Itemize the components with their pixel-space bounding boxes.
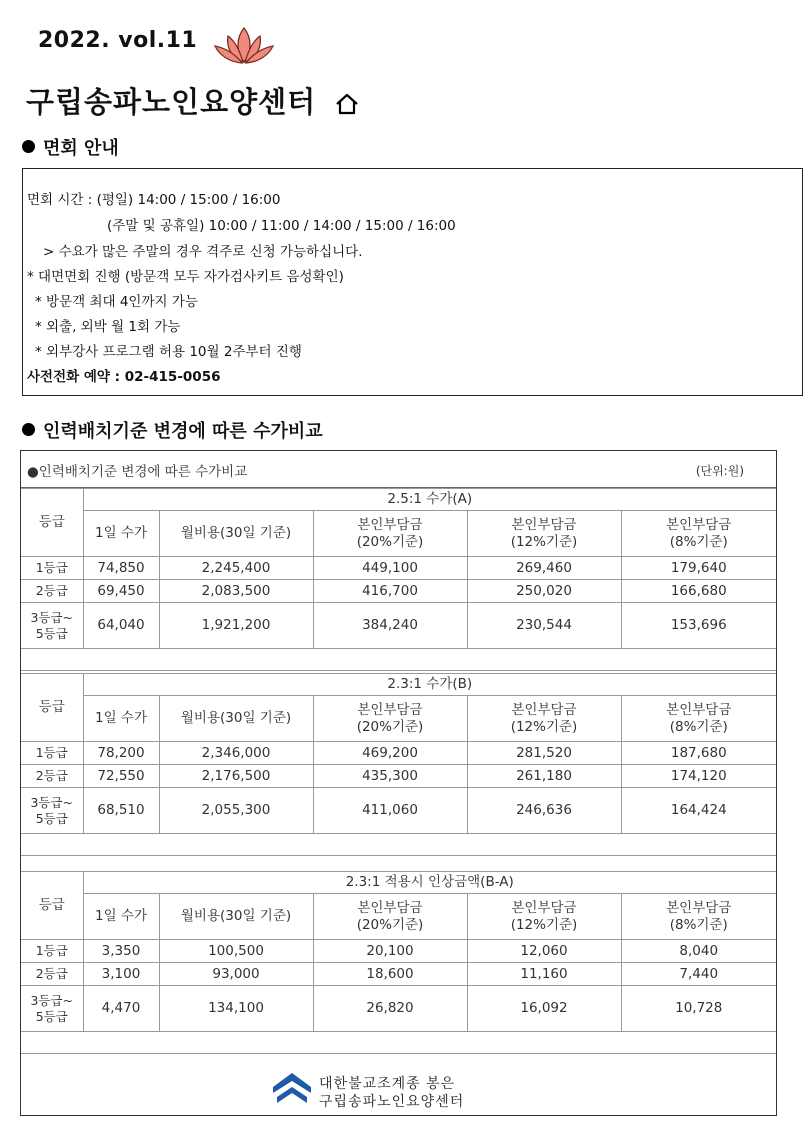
house-icon bbox=[335, 93, 359, 115]
column-header-copay8: 본인부담금 (8%기준) bbox=[621, 894, 776, 940]
copay8-cell: 8,040 bbox=[621, 940, 776, 963]
daily-cell: 3,350 bbox=[83, 940, 159, 963]
fee-table bbox=[21, 488, 776, 649]
copay12-cell: 269,460 bbox=[467, 557, 621, 580]
grade-cell: 1등급 bbox=[21, 940, 83, 963]
column-header-daily: 1일 수가 bbox=[83, 511, 159, 557]
daily-cell: 78,200 bbox=[83, 742, 159, 765]
logo-line-2: 구립송파노인요양센터 bbox=[319, 1094, 465, 1110]
column-header-copay12: 본인부담금 (12%기준) bbox=[467, 511, 621, 557]
copay20-cell: 18,600 bbox=[313, 963, 467, 986]
fee-box-title: ●인력배치기준 변경에 따른 수가비교 bbox=[27, 464, 248, 480]
visit-line: * 외출, 외박 월 1회 가능 bbox=[35, 319, 181, 335]
grade-cell: 2등급 bbox=[21, 580, 83, 603]
table-row bbox=[21, 986, 776, 1032]
copay20-cell: 435,300 bbox=[313, 765, 467, 788]
copay8-cell: 164,424 bbox=[621, 788, 776, 834]
page-title bbox=[26, 80, 359, 121]
table-row bbox=[21, 742, 776, 765]
column-header-copay20: 본인부담금 (20%기준) bbox=[313, 894, 467, 940]
visit-line: 면회 시간 : (평일) 14:00 / 15:00 / 16:00 bbox=[27, 192, 281, 208]
visit-line: * 방문객 최대 4인까지 가능 bbox=[35, 294, 198, 310]
grade-cell: 2등급 bbox=[21, 963, 83, 986]
fee-table bbox=[21, 673, 776, 834]
column-header-monthly: 월비용(30일 기준) bbox=[159, 511, 313, 557]
column-header-monthly: 월비용(30일 기준) bbox=[159, 894, 313, 940]
monthly-cell: 1,921,200 bbox=[159, 603, 313, 649]
bullet-icon bbox=[22, 423, 35, 436]
fee-box-header bbox=[21, 451, 776, 488]
copay20-cell: 26,820 bbox=[313, 986, 467, 1032]
daily-cell: 3,100 bbox=[83, 963, 159, 986]
compare-section-heading: 인력배치기준 변경에 따른 수가비교 bbox=[22, 417, 323, 443]
copay8-cell: 153,696 bbox=[621, 603, 776, 649]
monthly-cell: 2,055,300 bbox=[159, 788, 313, 834]
daily-cell: 74,850 bbox=[83, 557, 159, 580]
copay12-cell: 246,636 bbox=[467, 788, 621, 834]
column-header-copay20: 본인부담금 (20%기준) bbox=[313, 511, 467, 557]
page-title-text: 구립송파노인요양센터 bbox=[26, 85, 317, 119]
monthly-cell: 2,176,500 bbox=[159, 765, 313, 788]
column-header-copay20: 본인부담금 (20%기준) bbox=[313, 696, 467, 742]
unit-label: (단위:원) bbox=[695, 464, 744, 478]
column-header-monthly: 월비용(30일 기준) bbox=[159, 696, 313, 742]
visit-section-heading: 면회 안내 bbox=[22, 134, 119, 160]
grade-cell: 3등급~ 5등급 bbox=[21, 788, 83, 834]
copay20-cell: 20,100 bbox=[313, 940, 467, 963]
table-row bbox=[21, 603, 776, 649]
daily-cell: 68,510 bbox=[83, 788, 159, 834]
copay20-cell: 449,100 bbox=[313, 557, 467, 580]
monthly-cell: 134,100 bbox=[159, 986, 313, 1032]
lotus-icon bbox=[212, 24, 276, 68]
table-row bbox=[21, 557, 776, 580]
copay12-cell: 281,520 bbox=[467, 742, 621, 765]
copay12-cell: 12,060 bbox=[467, 940, 621, 963]
table-caption: 2.3:1 수가(B) bbox=[83, 674, 776, 696]
fee-table bbox=[21, 871, 776, 1032]
volume-label: 2022. vol.11 bbox=[38, 28, 198, 53]
daily-cell: 64,040 bbox=[83, 603, 159, 649]
copay8-cell: 166,680 bbox=[621, 580, 776, 603]
monthly-cell: 2,083,500 bbox=[159, 580, 313, 603]
table-separator bbox=[21, 670, 776, 671]
visit-line: (주말 및 공휴일) 10:00 / 11:00 / 14:00 / 15:00 / 16:00 bbox=[107, 218, 456, 234]
column-header-copay12: 본인부담금 (12%기준) bbox=[467, 696, 621, 742]
table-row bbox=[21, 940, 776, 963]
table-separator bbox=[21, 855, 776, 856]
fee-comparison-box bbox=[20, 450, 777, 1116]
logo-line-1: 대한불교조계종 봉은 bbox=[319, 1076, 456, 1092]
column-header-copay12: 본인부담금 (12%기준) bbox=[467, 894, 621, 940]
monthly-cell: 100,500 bbox=[159, 940, 313, 963]
table-caption: 2.3:1 적용시 인상금액(B-A) bbox=[83, 872, 776, 894]
column-header-daily: 1일 수가 bbox=[83, 894, 159, 940]
grade-cell: 3등급~ 5등급 bbox=[21, 603, 83, 649]
visit-notice-box bbox=[22, 168, 803, 396]
temple-logo-icon bbox=[273, 1071, 311, 1105]
monthly-cell: 2,346,000 bbox=[159, 742, 313, 765]
copay8-cell: 174,120 bbox=[621, 765, 776, 788]
column-header-copay8: 본인부담금 (8%기준) bbox=[621, 511, 776, 557]
grade-cell: 2등급 bbox=[21, 765, 83, 788]
column-header-daily: 1일 수가 bbox=[83, 696, 159, 742]
copay20-cell: 384,240 bbox=[313, 603, 467, 649]
copay12-cell: 11,160 bbox=[467, 963, 621, 986]
monthly-cell: 2,245,400 bbox=[159, 557, 313, 580]
daily-cell: 69,450 bbox=[83, 580, 159, 603]
copay8-cell: 179,640 bbox=[621, 557, 776, 580]
visit-line: > 수요가 많은 주말의 경우 격주로 신청 가능하십니다. bbox=[43, 244, 363, 260]
daily-cell: 72,550 bbox=[83, 765, 159, 788]
copay20-cell: 416,700 bbox=[313, 580, 467, 603]
table-caption: 2.5:1 수가(A) bbox=[83, 489, 776, 511]
copay20-cell: 469,200 bbox=[313, 742, 467, 765]
grade-cell: 1등급 bbox=[21, 742, 83, 765]
copay12-cell: 261,180 bbox=[467, 765, 621, 788]
copay8-cell: 187,680 bbox=[621, 742, 776, 765]
copay20-cell: 411,060 bbox=[313, 788, 467, 834]
table-row bbox=[21, 788, 776, 834]
visit-line: * 대면면회 진행 (방문객 모두 자가검사키트 음성확인) bbox=[27, 269, 344, 285]
copay12-cell: 230,544 bbox=[467, 603, 621, 649]
copay12-cell: 250,020 bbox=[467, 580, 621, 603]
monthly-cell: 93,000 bbox=[159, 963, 313, 986]
grade-header: 등급 bbox=[21, 872, 83, 940]
column-header-copay8: 본인부담금 (8%기준) bbox=[621, 696, 776, 742]
grade-cell: 1등급 bbox=[21, 557, 83, 580]
table-row bbox=[21, 765, 776, 788]
daily-cell: 4,470 bbox=[83, 986, 159, 1032]
phone-reservation: 사전전화 예약 : 02-415-0056 bbox=[27, 369, 221, 385]
table-separator bbox=[21, 1053, 776, 1054]
bullet-icon bbox=[22, 140, 35, 153]
grade-header: 등급 bbox=[21, 489, 83, 557]
grade-header: 등급 bbox=[21, 674, 83, 742]
grade-cell: 3등급~ 5등급 bbox=[21, 986, 83, 1032]
copay8-cell: 7,440 bbox=[621, 963, 776, 986]
visit-line: * 외부강사 프로그램 허용 10월 2주부터 진행 bbox=[35, 344, 302, 360]
copay8-cell: 10,728 bbox=[621, 986, 776, 1032]
copay12-cell: 16,092 bbox=[467, 986, 621, 1032]
table-row bbox=[21, 580, 776, 603]
table-row bbox=[21, 963, 776, 986]
